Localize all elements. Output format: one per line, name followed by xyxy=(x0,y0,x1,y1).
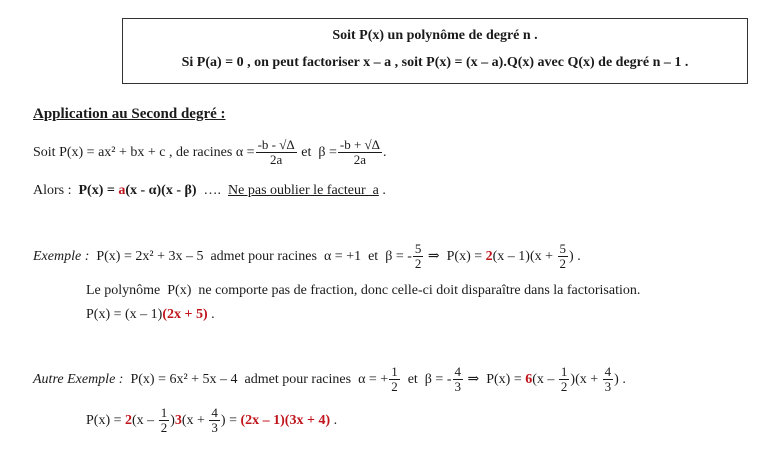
result2-f2-num: 4 xyxy=(211,405,218,420)
autre-exemple-line xyxy=(33,365,626,394)
autre-factor2-num: 4 xyxy=(604,364,612,379)
theorem-box xyxy=(122,18,748,84)
exemple-beta-fraction xyxy=(413,242,424,271)
result2-factorization: (2x – 1)(3x + 4) xyxy=(240,412,331,428)
autre-beta-den: 3 xyxy=(454,379,461,394)
exemple-factor-fraction xyxy=(558,242,569,271)
alpha-fraction xyxy=(256,138,297,167)
result1-factor: (2x + 5) xyxy=(162,307,208,322)
alors-suffix: . xyxy=(378,183,386,198)
result2-f1-den: 2 xyxy=(160,420,168,435)
exemple-beta-den: 2 xyxy=(414,256,422,271)
result1-end: . xyxy=(207,307,215,322)
result2-fraction-2 xyxy=(209,406,220,435)
result2-p4: ) = xyxy=(220,412,241,428)
alors-line xyxy=(33,183,386,199)
explanation-text: Le polynôme P(x) ne comporte pas de fraction, donc celle-ci doit disparaître dans la factorisation. xyxy=(86,283,641,298)
autre-factor1-fraction xyxy=(559,365,570,394)
exemple-label: Exemple : xyxy=(33,248,90,264)
alors-formula-end: (x - α)(x - β) xyxy=(125,183,197,198)
autre-rest2: )(x + xyxy=(570,371,602,387)
result2-f2-den: 3 xyxy=(211,420,218,435)
result2-end: . xyxy=(330,412,338,428)
result-1 xyxy=(86,307,215,323)
result2-f1-num: 1 xyxy=(160,405,168,420)
exemple-beta-num: 5 xyxy=(414,241,422,256)
autre-beta-fraction xyxy=(453,365,464,394)
autre-beta-num: 4 xyxy=(454,364,461,379)
alpha-denominator: 2a xyxy=(270,152,283,167)
result1-start: P(x) = (x – 1) xyxy=(86,307,163,322)
result2-fraction-1 xyxy=(159,406,170,435)
result2-coef-2: 2 xyxy=(125,412,133,428)
alors-factor-a: a xyxy=(118,183,126,198)
autre-factor2-den: 3 xyxy=(604,379,612,394)
autre-lead: 6 xyxy=(525,371,533,387)
beta-numerator: -b + √Δ xyxy=(339,137,381,152)
theorem-line-1: Soit P(x) un polynôme de degré n . xyxy=(332,28,538,43)
result-2 xyxy=(86,406,337,435)
soit-mid: et β = xyxy=(297,144,337,160)
exemple-text: P(x) = 2x² + 3x – 5 admet pour racines α = +1 et β = - xyxy=(89,248,412,264)
exemple-lead: 2 xyxy=(485,248,493,264)
exemple-rest: (x – 1)(x + xyxy=(492,248,557,264)
soit-suffix: . xyxy=(383,144,387,160)
autre-arrow: ⇒ P(x) = xyxy=(464,372,526,387)
autre-alpha-num: 1 xyxy=(391,364,398,379)
autre-end: ) . xyxy=(614,371,626,387)
exemple-factor-den: 2 xyxy=(559,256,567,271)
soit-line xyxy=(33,138,387,167)
section-title: Application au Second degré : xyxy=(33,106,226,122)
result2-coef-3: 3 xyxy=(174,412,182,428)
alors-formula-start: P(x) = xyxy=(78,183,119,198)
beta-denominator: 2a xyxy=(353,152,367,167)
autre-factor1-den: 2 xyxy=(560,379,568,394)
autre-rest1: (x – xyxy=(532,371,558,387)
exemple-end: ) . xyxy=(569,248,581,264)
result2-start: P(x) = xyxy=(86,412,126,428)
exemple-factor-num: 5 xyxy=(559,241,567,256)
autre-factor1-num: 1 xyxy=(560,364,568,379)
theorem-line-2: Si P(a) = 0 , on peut factoriser x – a , soit P(x) = (x – a).Q(x) avec Q(x) de degré n – 1 . xyxy=(181,55,689,70)
beta-fraction xyxy=(338,138,382,167)
result2-p3: (x + xyxy=(181,412,209,428)
result2-p2: ) xyxy=(170,412,175,428)
alors-dots: …. xyxy=(196,183,229,198)
autre-mid: et β = - xyxy=(400,371,452,387)
autre-factor2-fraction xyxy=(603,365,614,394)
alors-prefix: Alors : xyxy=(33,183,79,198)
exemple-line xyxy=(33,242,581,271)
autre-text: P(x) = 6x² + 5x – 4 admet pour racines α = + xyxy=(123,371,389,387)
result2-p1: (x – xyxy=(132,412,158,428)
autre-alpha-den: 2 xyxy=(391,379,398,394)
alpha-numerator: -b - √Δ xyxy=(257,137,295,152)
autre-label: Autre Exemple : xyxy=(33,371,124,387)
soit-prefix: Soit P(x) = ax² + bx + c , de racines α = xyxy=(33,144,255,160)
exemple-arrow: ⇒ P(x) = xyxy=(424,249,486,264)
alors-note: Ne pas oublier le facteur a xyxy=(228,183,379,198)
autre-alpha-fraction xyxy=(389,365,400,394)
